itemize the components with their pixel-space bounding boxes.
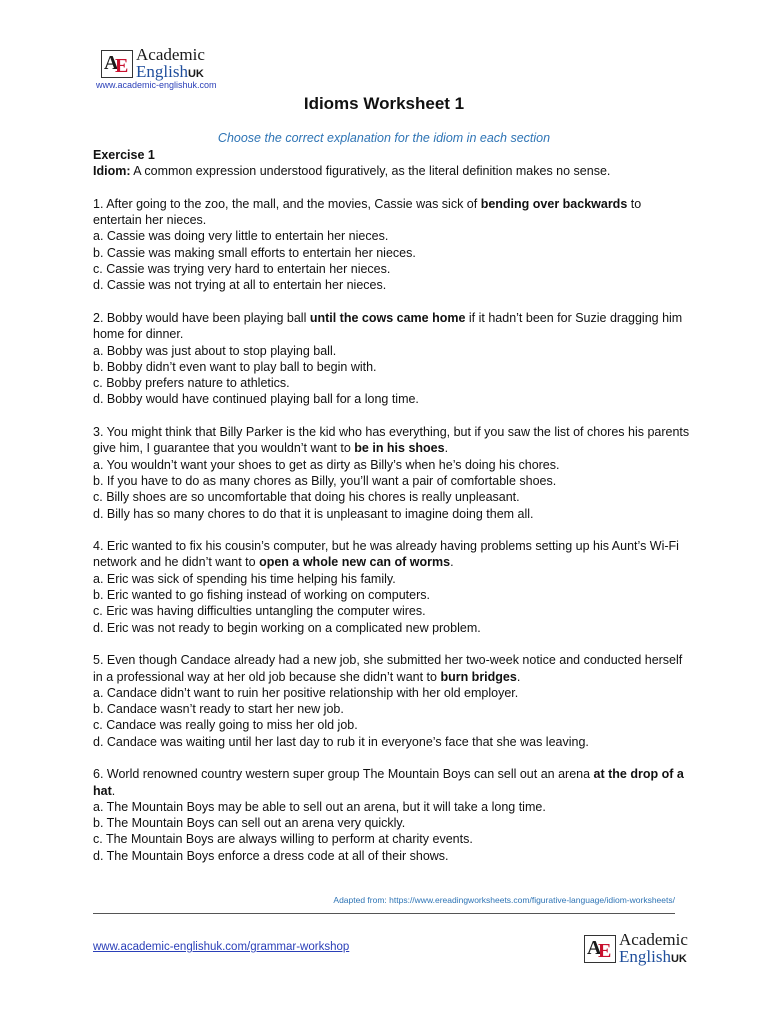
site-url-link[interactable]: www.academic-englishuk.com: [96, 80, 217, 90]
question-text: [93, 652, 693, 685]
question-text-after: .: [444, 441, 449, 456]
question-text-after: .: [450, 555, 454, 570]
option-b[interactable]: b. The Mountain Boys can sell out an arena very quickly.: [93, 816, 406, 831]
question-text-after: .: [516, 669, 521, 684]
option-d[interactable]: d. Candace was waiting until her last day to rub it in everyone’s face that she was leaving.: [93, 734, 589, 749]
logo-mark-a: A: [104, 51, 119, 74]
option-b[interactable]: b. Cassie was making small efforts to entertain her nieces.: [93, 245, 416, 260]
footer-divider: [93, 913, 675, 914]
question-text-before: 3. You might think that Billy Parker is the kid who has everything, but if you saw the list of chores his parents give him, I guarantee that you wouldn’t want to: [93, 425, 690, 456]
logo-uk: UK: [670, 953, 687, 965]
page-title: Idioms Worksheet 1: [303, 94, 465, 113]
option-d[interactable]: d. Bobby would have continued playing ball for a long time.: [93, 392, 419, 407]
question-5: [93, 652, 693, 750]
question-idiom: at the drop of a hat: [93, 767, 684, 798]
option-d[interactable]: d. Eric was not ready to begin working on a complicated new problem.: [93, 620, 481, 635]
logo-mark-e: E: [115, 54, 129, 77]
worksheet-content: [93, 147, 693, 864]
option-a[interactable]: a. Eric was sick of spending his time helping his family.: [93, 571, 396, 586]
question-text-before: 4. Eric wanted to fix his cousin’s computer, but he was already having problems setting up his Aunt’s Wi-Fi network and he didn’t want to: [93, 539, 679, 570]
logo-mark-a: A: [587, 936, 602, 959]
logo-line-english: English: [136, 62, 188, 81]
question-idiom: until the cows came home: [309, 310, 466, 325]
logo-mark-icon: [584, 935, 616, 963]
idiom-definition: [93, 163, 693, 179]
question-text: [93, 424, 693, 457]
option-b[interactable]: b. Eric wanted to go fishing instead of working on computers.: [93, 588, 430, 603]
option-c[interactable]: c. Cassie was trying very hard to entertain her nieces.: [93, 262, 391, 277]
question-text: [93, 766, 693, 799]
option-c[interactable]: c. Eric was having difficulties untangling the computer wires.: [93, 604, 426, 619]
question-text-after: to entertain her nieces.: [93, 196, 642, 228]
option-a[interactable]: a. Cassie was doing very little to entertain her nieces.: [93, 229, 389, 244]
question-text-after: if it hadn’t been for Suzie dragging him home for dinner.: [93, 310, 683, 342]
question-text-before: 6. World renowned country western super group The Mountain Boys can sell out an arena: [93, 767, 594, 782]
option-d[interactable]: d. The Mountain Boys enforce a dress code at all of their shows.: [93, 848, 449, 863]
option-c[interactable]: c. Billy shoes are so uncomfortable that doing his chores is really unpleasant.: [93, 490, 520, 505]
option-a[interactable]: a. You wouldn’t want your shoes to get as dirty as Billy’s when he’s doing his chores.: [93, 457, 560, 472]
question-1: [93, 196, 693, 294]
option-a[interactable]: a. Bobby was just about to stop playing ball.: [93, 343, 337, 358]
page-subtitle: Choose the correct explanation for the idiom in each section: [217, 131, 551, 145]
question-idiom: open a whole new can of worms: [259, 555, 451, 570]
question-text: [93, 310, 693, 343]
option-c[interactable]: c. Bobby prefers nature to athletics.: [93, 376, 290, 391]
source-credit[interactable]: Adapted from: https://www.ereadingworksheets.com/figurative-language/idiom-worksheets/: [333, 895, 675, 905]
logo-uk: UK: [187, 68, 204, 80]
idiom-definition-text: A common expression understood figuratively, as the literal definition makes no sense.: [130, 164, 611, 179]
question-text: [93, 538, 693, 571]
idiom-label: Idiom:: [93, 164, 131, 179]
logo-line-english: English: [619, 947, 671, 966]
question-idiom: burn bridges: [440, 669, 517, 684]
option-d[interactable]: d. Cassie was not trying at all to entertain her nieces.: [93, 278, 387, 293]
logo-mark-icon: [101, 50, 133, 78]
logo-text: [136, 46, 205, 81]
option-a[interactable]: a. The Mountain Boys may be able to sell out an arena, but it will take a long time.: [93, 799, 546, 814]
option-c[interactable]: c. The Mountain Boys are always willing to perform at charity events.: [93, 832, 473, 847]
option-a[interactable]: a. Candace didn’t want to ruin her positive relationship with her old employer.: [93, 685, 519, 700]
question-2: [93, 310, 693, 408]
question-text-before: 1. After going to the zoo, the mall, and the movies, Cassie was sick of: [93, 196, 481, 211]
question-4: [93, 538, 693, 636]
logo-mark-e: E: [598, 939, 612, 962]
option-b[interactable]: b. If you have to do as many chores as Billy, you’ll want a pair of comfortable shoes.: [93, 473, 557, 488]
logo-line-academic: Academic: [619, 930, 688, 949]
question-3: [93, 424, 693, 522]
question-idiom: bending over backwards: [480, 196, 628, 211]
question-text-before: 2. Bobby would have been playing ball: [93, 310, 310, 325]
question-idiom: be in his shoes: [354, 441, 445, 456]
option-d[interactable]: d. Billy has so many chores to do that it is unpleasant to imagine doing them all.: [93, 506, 534, 521]
question-text-before: 5. Even though Candace already had a new job, she submitted her two-week notice and conducted herself in a professional way at her old job because she didn’t want to: [93, 653, 683, 684]
exercise-heading: Exercise 1: [93, 148, 155, 162]
question-text-after: .: [111, 783, 116, 798]
option-c[interactable]: c. Candace was really going to miss her old job.: [93, 718, 358, 733]
option-b[interactable]: b. Bobby didn’t even want to play ball to begin with.: [93, 359, 377, 374]
question-text: [93, 196, 693, 229]
footer-logo: [584, 931, 688, 966]
logo-line-academic: Academic: [136, 45, 205, 64]
logo-text: [619, 931, 688, 966]
question-6: [93, 766, 693, 864]
header-logo: [101, 46, 205, 81]
footer-link[interactable]: www.academic-englishuk.com/grammar-workshop: [93, 941, 350, 953]
option-b[interactable]: b. Candace wasn’t ready to start her new job.: [93, 702, 344, 717]
